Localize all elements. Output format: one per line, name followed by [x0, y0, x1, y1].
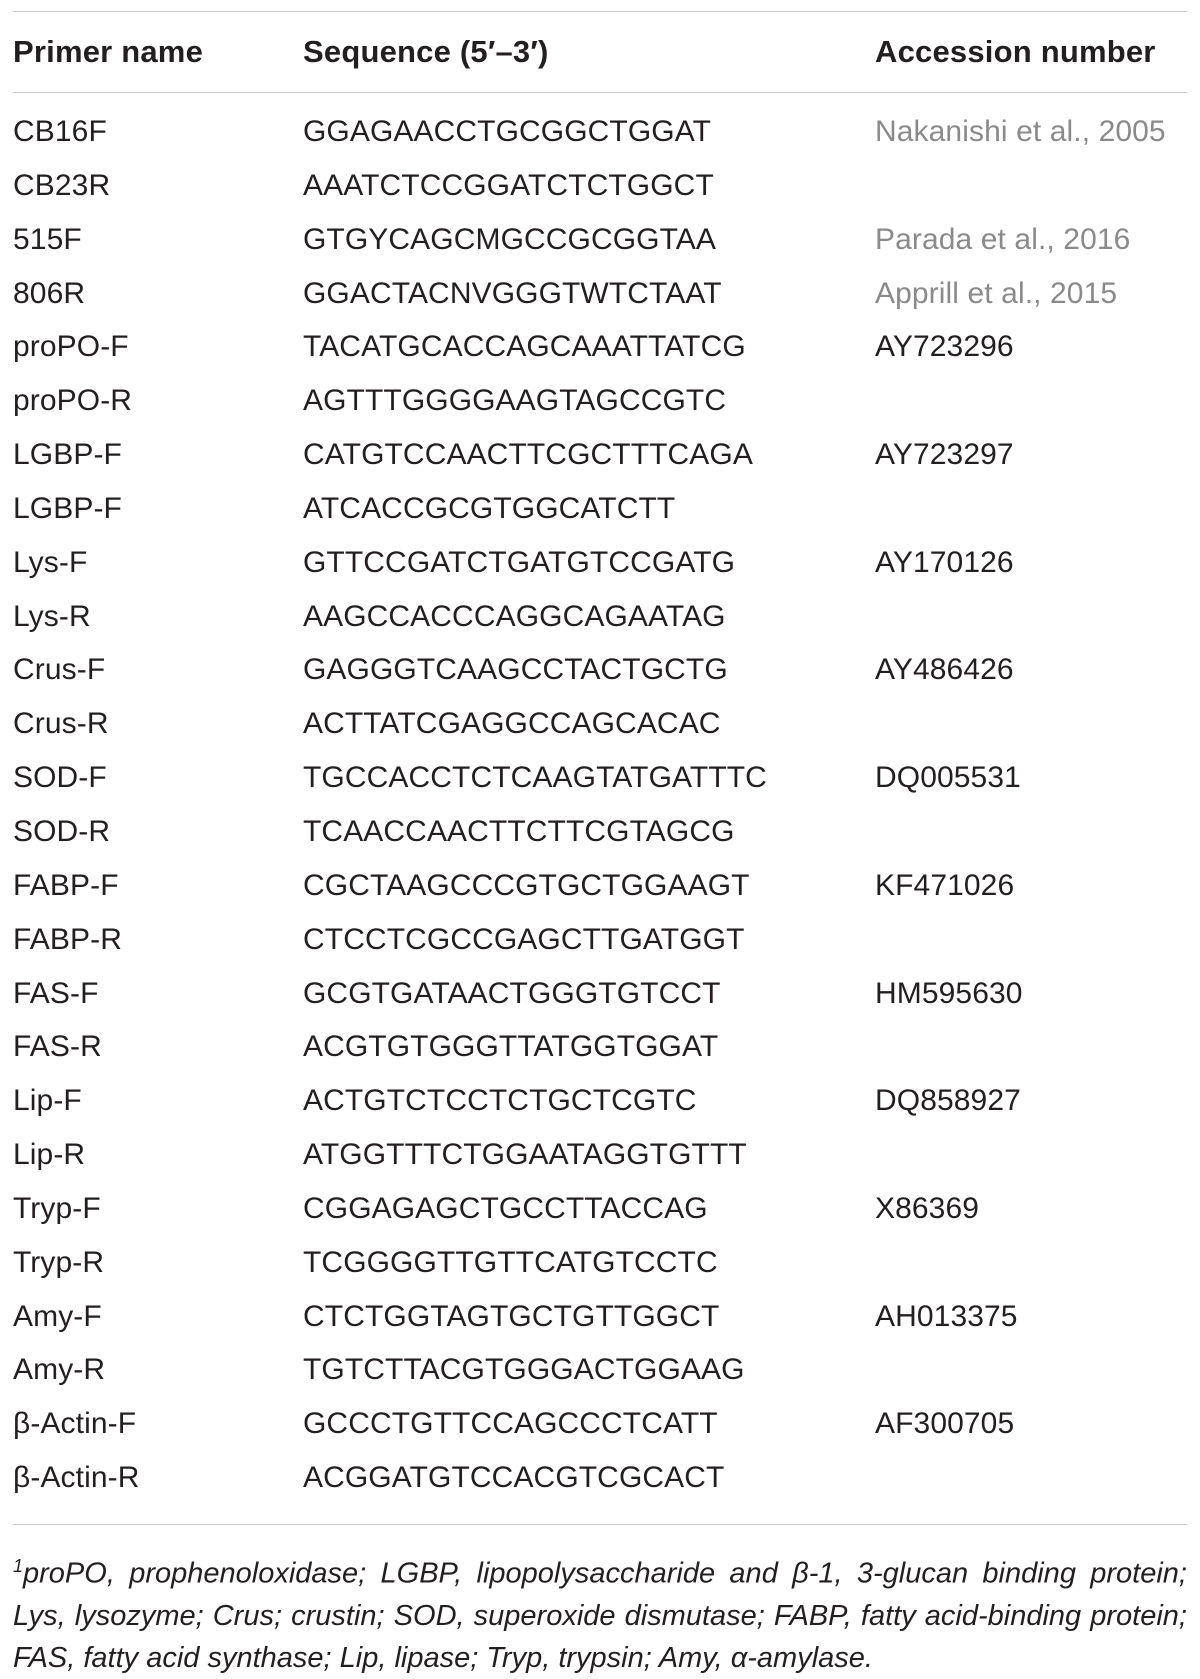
primer-name-cell: proPO-R [13, 384, 133, 418]
table-row [13, 1349, 1187, 1403]
sequence-cell: GTTCCGATCTGATGTCCGATG [303, 545, 736, 579]
accession-cell: HM595630 [875, 976, 1023, 1010]
table-footnote [13, 1525, 1187, 1679]
table-row [13, 488, 1187, 542]
table-row [13, 596, 1187, 650]
primer-name-cell: β-Actin-R [13, 1461, 140, 1495]
sequence-cell: TGCCACCTCTCAAGTATGATTTC [303, 761, 767, 795]
primer-name-cell: SOD-F [13, 761, 107, 795]
primer-name-cell: CB16F [13, 115, 107, 148]
sequence-cell: CTCCTCGCCGAGCTTGATGGT [303, 922, 745, 956]
table-row [13, 973, 1187, 1027]
sequence-cell: GGAGAACCTGCGGCTGGAT [303, 115, 712, 148]
table-row [13, 165, 1187, 219]
sequence-cell: ATGGTTTCTGGAATAGGTGTTT [303, 1138, 747, 1172]
table-row [13, 1242, 1187, 1296]
primer-name-cell: Lip-F [13, 1084, 82, 1118]
footnote-text: proPO, prophenoloxidase; LGBP, lipopolysaccharide and β-1, 3-glucan binding protein; Lys, lysozyme; Crus; crustin; SOD, superoxide dismutase; FABP, fatty acid-binding protein; FAS, fatty acid synthase; Lip, lipase; Tryp, trypsin; Amy, α-amylase. [13, 1557, 1187, 1674]
table-row [13, 811, 1187, 865]
sequence-cell: TGTCTTACGTGGGACTGGAAG [303, 1353, 745, 1387]
table-row [13, 1080, 1187, 1134]
sequence-cell: TCGGGGTTGTTCATGTCCTC [303, 1245, 718, 1279]
table-row [13, 434, 1187, 488]
sequence-cell: GCCCTGTTCCAGCCCTCATT [303, 1407, 718, 1441]
accession-cell: Parada et al., 2016 [875, 222, 1131, 256]
sequence-cell: TACATGCACCAGCAAATTATCG [303, 330, 746, 364]
primer-table [13, 11, 1187, 1679]
footnote-marker: 1 [13, 1556, 24, 1576]
accession-cell: X86369 [875, 1191, 980, 1225]
table-row [13, 380, 1187, 434]
table-row [13, 1296, 1187, 1350]
table-row [13, 1134, 1187, 1188]
table-row [13, 865, 1187, 919]
sequence-cell: AAATCTCCGGATCTCTGGCT [303, 168, 714, 202]
sequence-cell: CGCTAAGCCCGTGCTGGAAGT [303, 868, 750, 902]
sequence-cell: GCGTGATAACTGGGTGTCCT [303, 976, 721, 1010]
table-body [13, 93, 1187, 1524]
sequence-cell: AAGCCACCCAGGCAGAATAG [303, 599, 726, 633]
primer-name-cell: FAS-F [13, 976, 99, 1010]
table-row [13, 757, 1187, 811]
table-row [13, 1188, 1187, 1242]
sequence-cell: CGGAGAGCTGCCTTACCAG [303, 1191, 708, 1225]
sequence-cell: GAGGGTCAAGCCTACTGCTG [303, 653, 728, 687]
table-row [13, 1026, 1187, 1080]
primer-name-cell: 515F [13, 222, 82, 256]
sequence-cell: GGACTACNVGGGTWTCTAAT [303, 276, 722, 310]
table-row [13, 919, 1187, 973]
primer-name-cell: Lys-R [13, 599, 91, 633]
table-header [13, 12, 1187, 92]
table-row [13, 1457, 1187, 1511]
primer-name-cell: Lys-F [13, 545, 88, 579]
primer-name-cell: Crus-F [13, 653, 106, 687]
primer-name-cell: 806R [13, 276, 86, 310]
primer-name-cell: Crus-R [13, 707, 109, 741]
sequence-cell: AGTTTGGGGAAGTAGCCGTC [303, 384, 727, 418]
table-row [13, 219, 1187, 273]
primer-name-cell: β-Actin-F [13, 1407, 137, 1441]
table-row [13, 649, 1187, 703]
accession-cell: AH013375 [875, 1299, 1018, 1333]
primer-name-cell: FABP-R [13, 922, 122, 956]
sequence-cell: ACGGATGTCCACGTCGCACT [303, 1461, 725, 1495]
primer-name-cell: Tryp-F [13, 1191, 101, 1225]
primer-name-cell: Amy-F [13, 1299, 102, 1333]
sequence-cell: ATCACCGCGTGGCATCTT [303, 491, 676, 525]
primer-name-cell: CB23R [13, 168, 111, 202]
sequence-cell: ACTTATCGAGGCCAGCACAC [303, 707, 721, 741]
primer-name-cell: LGBP-F [13, 438, 122, 472]
primer-name-cell: FABP-F [13, 868, 119, 902]
table-row [13, 542, 1187, 596]
header-sequence: Sequence (5′–3′) [303, 34, 549, 69]
primer-name-cell: Amy-R [13, 1353, 106, 1387]
sequence-cell: GTGYCAGCMGCCGCGGTAA [303, 222, 717, 256]
sequence-cell: ACGTGTGGGTTATGGTGGAT [303, 1030, 719, 1064]
sequence-cell: TCAACCAACTTCTTCGTAGCG [303, 814, 735, 848]
accession-cell: AY723297 [875, 438, 1014, 472]
table-row [13, 273, 1187, 327]
accession-cell: AY170126 [875, 545, 1014, 579]
accession-cell: Apprill et al., 2015 [875, 276, 1118, 310]
primer-name-cell: proPO-F [13, 330, 129, 364]
primer-name-cell: SOD-R [13, 814, 111, 848]
accession-cell: AY486426 [875, 653, 1014, 687]
accession-cell: DQ005531 [875, 761, 1021, 795]
sequence-cell: ACTGTCTCCTCTGCTCGTC [303, 1084, 697, 1118]
table-row [13, 1403, 1187, 1457]
table-row [13, 703, 1187, 757]
primer-name-cell: Lip-R [13, 1138, 86, 1172]
accession-cell: KF471026 [875, 868, 1015, 902]
accession-cell: Nakanishi et al., 2005 [875, 115, 1166, 148]
primer-name-cell: LGBP-F [13, 491, 122, 525]
table-row [13, 111, 1187, 165]
primer-name-cell: Tryp-R [13, 1245, 105, 1279]
accession-cell: AF300705 [875, 1407, 1015, 1441]
sequence-cell: CTCTGGTAGTGCTGTTGGCT [303, 1299, 720, 1333]
sequence-cell: CATGTCCAACTTCGCTTTCAGA [303, 438, 753, 472]
table-row [13, 326, 1187, 380]
accession-cell: DQ858927 [875, 1084, 1021, 1118]
primer-name-cell: FAS-R [13, 1030, 102, 1064]
header-primer-name: Primer name [13, 34, 204, 69]
accession-cell: AY723296 [875, 330, 1014, 364]
header-accession-number: Accession number [875, 34, 1156, 69]
